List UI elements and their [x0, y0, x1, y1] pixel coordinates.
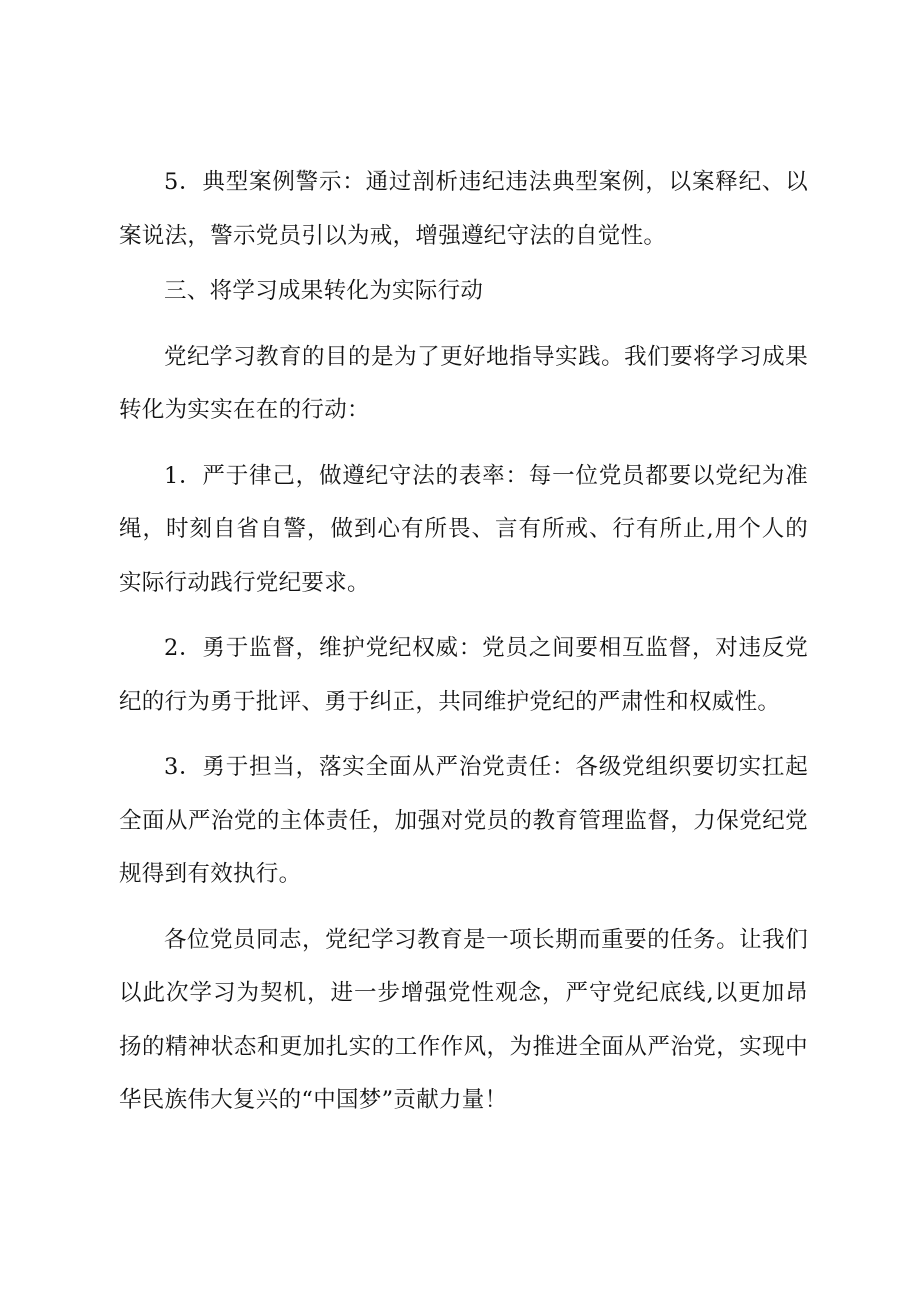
paragraph-typical-case-warning: 5．典型案例警示：通过剖析违纪违法典型案例，以案释纪、以案说法，警示党员引以为戒，增强遵纪守法的自觉性。 [119, 169, 808, 249]
paragraph-conclusion: 各位党员同志，党纪学习教育是一项长期而重要的任务。让我们以此次学习为契机，进一步增强党性观念，严守党纪底线,以更加昂扬的精神状态和更加扎实的工作作风，为推进全面从严治党，实现中华民族伟大复兴的“中国梦”贡献力量！ [119, 926, 808, 1113]
paragraph-item-1: 1．严于律己，做遵纪守法的表率：每一位党员都要以党纪为准绳，时刻自省自警，做到心有所畏、言有所戒、行有所止,用个人的实际行动践行党纪要求。 [119, 462, 808, 596]
paragraph-purpose: 党纪学习教育的目的是为了更好地指导实践。我们要将学习成果转化为实实在在的行动： [119, 343, 808, 423]
paragraph-item-3: 3．勇于担当，落实全面从严治党责任：各级党组织要切实扛起全面从严治党的主体责任，加强对党员的教育管理监督，力保党纪党规得到有效执行。 [119, 754, 808, 887]
section-heading-three: 三、将学习成果转化为实际行动 [164, 278, 484, 304]
paragraph-item-2: 2．勇于监督，维护党纪权威：党员之间要相互监督，对违反党纪的行为勇于批评、勇于纠正，共同维护党纪的严肃性和权威性。 [119, 635, 808, 715]
